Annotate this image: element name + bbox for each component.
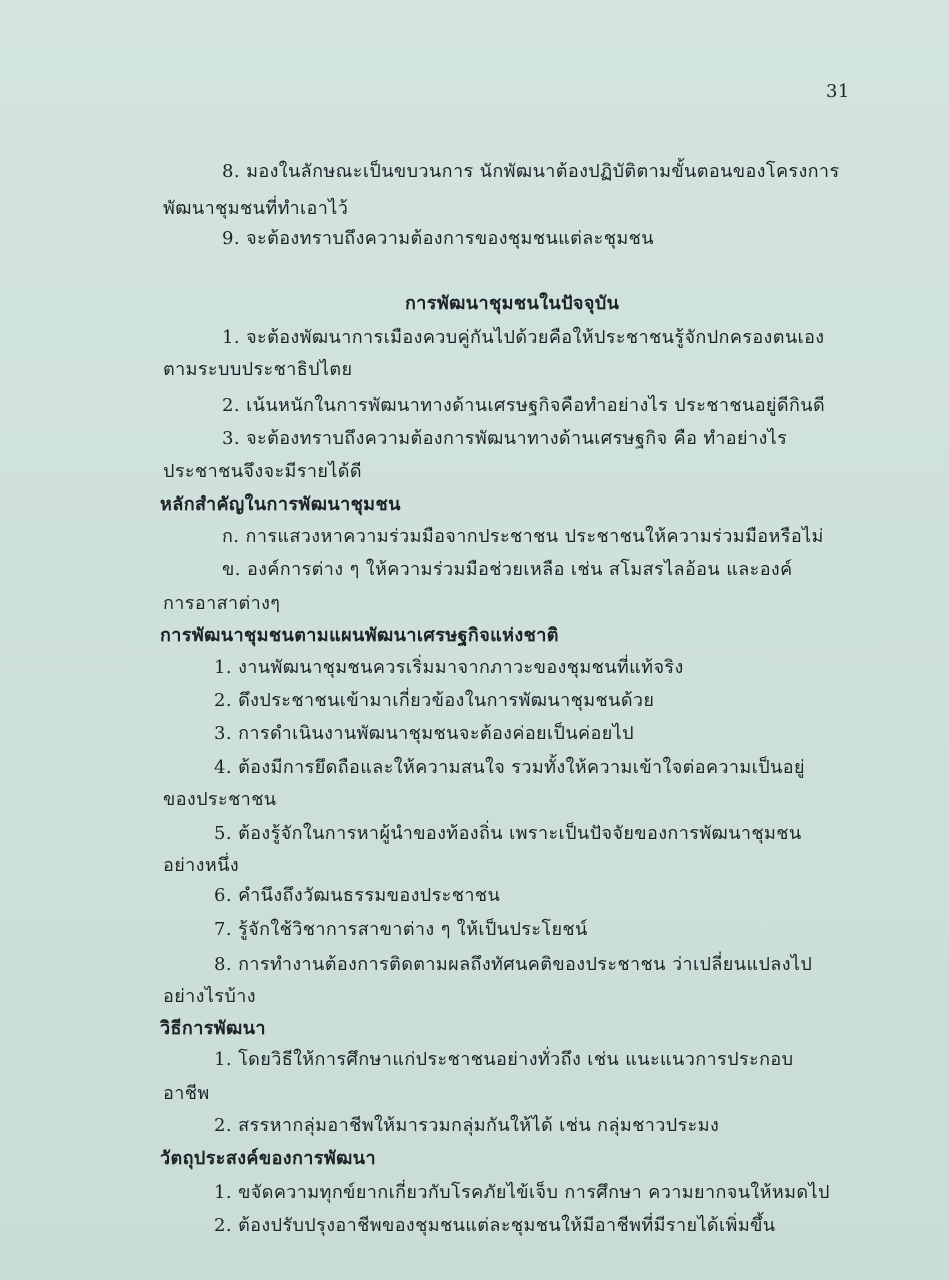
plan-item-4-cont: ของประชาชน <box>163 789 277 810</box>
plan-item-8: 8. การทำงานต้องการติดตามผลถึงทัศนคติของประชาชน ว่าเปลี่ยนแปลงไป <box>214 954 813 975</box>
plan-item-8-cont: อย่างไรบ้าง <box>163 986 256 1007</box>
section-title-principles: หลักสำคัญในการพัฒนาชุมชน <box>160 494 401 515</box>
method-item-1: 1. โดยวิธีให้การศึกษาแก่ประชาชนอย่างทั่วถึง เช่น แนะแนวการประกอบ <box>214 1049 794 1070</box>
present-item-3: 3. จะต้องทราบถึงความต้องการพัฒนาทางด้านเศรษฐกิจ คือ ทำอย่างไร <box>222 428 788 449</box>
method-item-2: 2. สรรหากลุ่มอาชีพให้มารวมกลุ่มกันให้ได้ เช่น กลุ่มชาวประมง <box>214 1115 720 1136</box>
plan-item-3: 3. การดำเนินงานพัฒนาชุมชนจะต้องค่อยเป็นค่อยไป <box>214 723 634 744</box>
plan-item-5: 5. ต้องรู้จักในการหาผู้นำของท้องถิ่น เพราะเป็นปัจจัยของการพัฒนาชุมชน <box>214 823 802 844</box>
section-title-objectives: วัตถุประสงค์ของการพัฒนา <box>160 1148 376 1169</box>
plan-item-5-cont: อย่างหนึ่ง <box>163 855 240 876</box>
principle-item-b-cont: การอาสาต่างๆ <box>163 593 281 614</box>
principle-item-b: ข. องค์การต่าง ๆ ให้ความร่วมมือช่วยเหลือ เช่น สโมสรไลอ้อน และองค์ <box>222 559 793 580</box>
section-title-methods: วิธีการพัฒนา <box>160 1018 266 1039</box>
intro-item-9: 9. จะต้องทราบถึงความต้องการของชุมชนแต่ละชุมชน <box>222 228 654 249</box>
principle-item-a: ก. การแสวงหาความร่วมมือจากประชาชน ประชาชนให้ความร่วมมือหรือไม่ <box>222 526 824 547</box>
plan-item-4: 4. ต้องมีการยึดถือและให้ความสนใจ รวมทั้งให้ความเข้าใจต่อความเป็นอยู่ <box>214 757 805 778</box>
intro-item-8-cont: พัฒนาชุมชนที่ทำเอาไว้ <box>163 198 349 219</box>
section-title-present: การพัฒนาชุมชนในปัจจุบัน <box>405 293 620 314</box>
intro-item-8: 8. มองในลักษณะเป็นขบวนการ นักพัฒนาต้องปฏิบัติตามขั้นตอนของโครงการ <box>222 161 840 182</box>
present-item-2: 2. เน้นหนักในการพัฒนาทางด้านเศรษฐกิจคือทำอย่างไร ประชาชนอยู่ดีกินดี <box>222 395 826 416</box>
plan-item-6: 6. คำนึงถึงวัฒนธรรมของประชาชน <box>214 885 501 906</box>
method-item-1-cont: อาชีพ <box>163 1083 210 1104</box>
plan-item-7: 7. รู้จักใช้วิชาการสาขาต่าง ๆ ให้เป็นประโยชน์ <box>214 919 588 940</box>
present-item-3-cont: ประชาชนจึงจะมีรายได้ดี <box>163 461 362 482</box>
plan-item-2: 2. ดึงประชาชนเข้ามาเกี่ยวข้องในการพัฒนาชุมชนด้วย <box>214 690 655 711</box>
objective-item-1: 1. ขจัดความทุกข์ยากเกี่ยวกับโรคภัยไข้เจ็บ การศึกษา ความยากจนให้หมดไป <box>214 1182 830 1203</box>
plan-item-1: 1. งานพัฒนาชุมชนควรเริ่มมาจากภาวะของชุมชนที่แท้จริง <box>214 657 684 678</box>
present-item-1-cont: ตามระบบประชาธิปไตย <box>163 359 353 380</box>
page-number: 31 <box>826 81 850 102</box>
objective-item-2: 2. ต้องปรับปรุงอาชีพของชุมชนแต่ละชุมชนให้มีอาชีพที่มีรายได้เพิ่มขึ้น <box>214 1215 776 1236</box>
present-item-1: 1. จะต้องพัฒนาการเมืองควบคู่กันไปด้วยคือให้ประชาชนรู้จักปกครองตนเอง <box>222 327 825 348</box>
section-title-plan: การพัฒนาชุมชนตามแผนพัฒนาเศรษฐกิจแห่งชาติ <box>160 625 559 646</box>
